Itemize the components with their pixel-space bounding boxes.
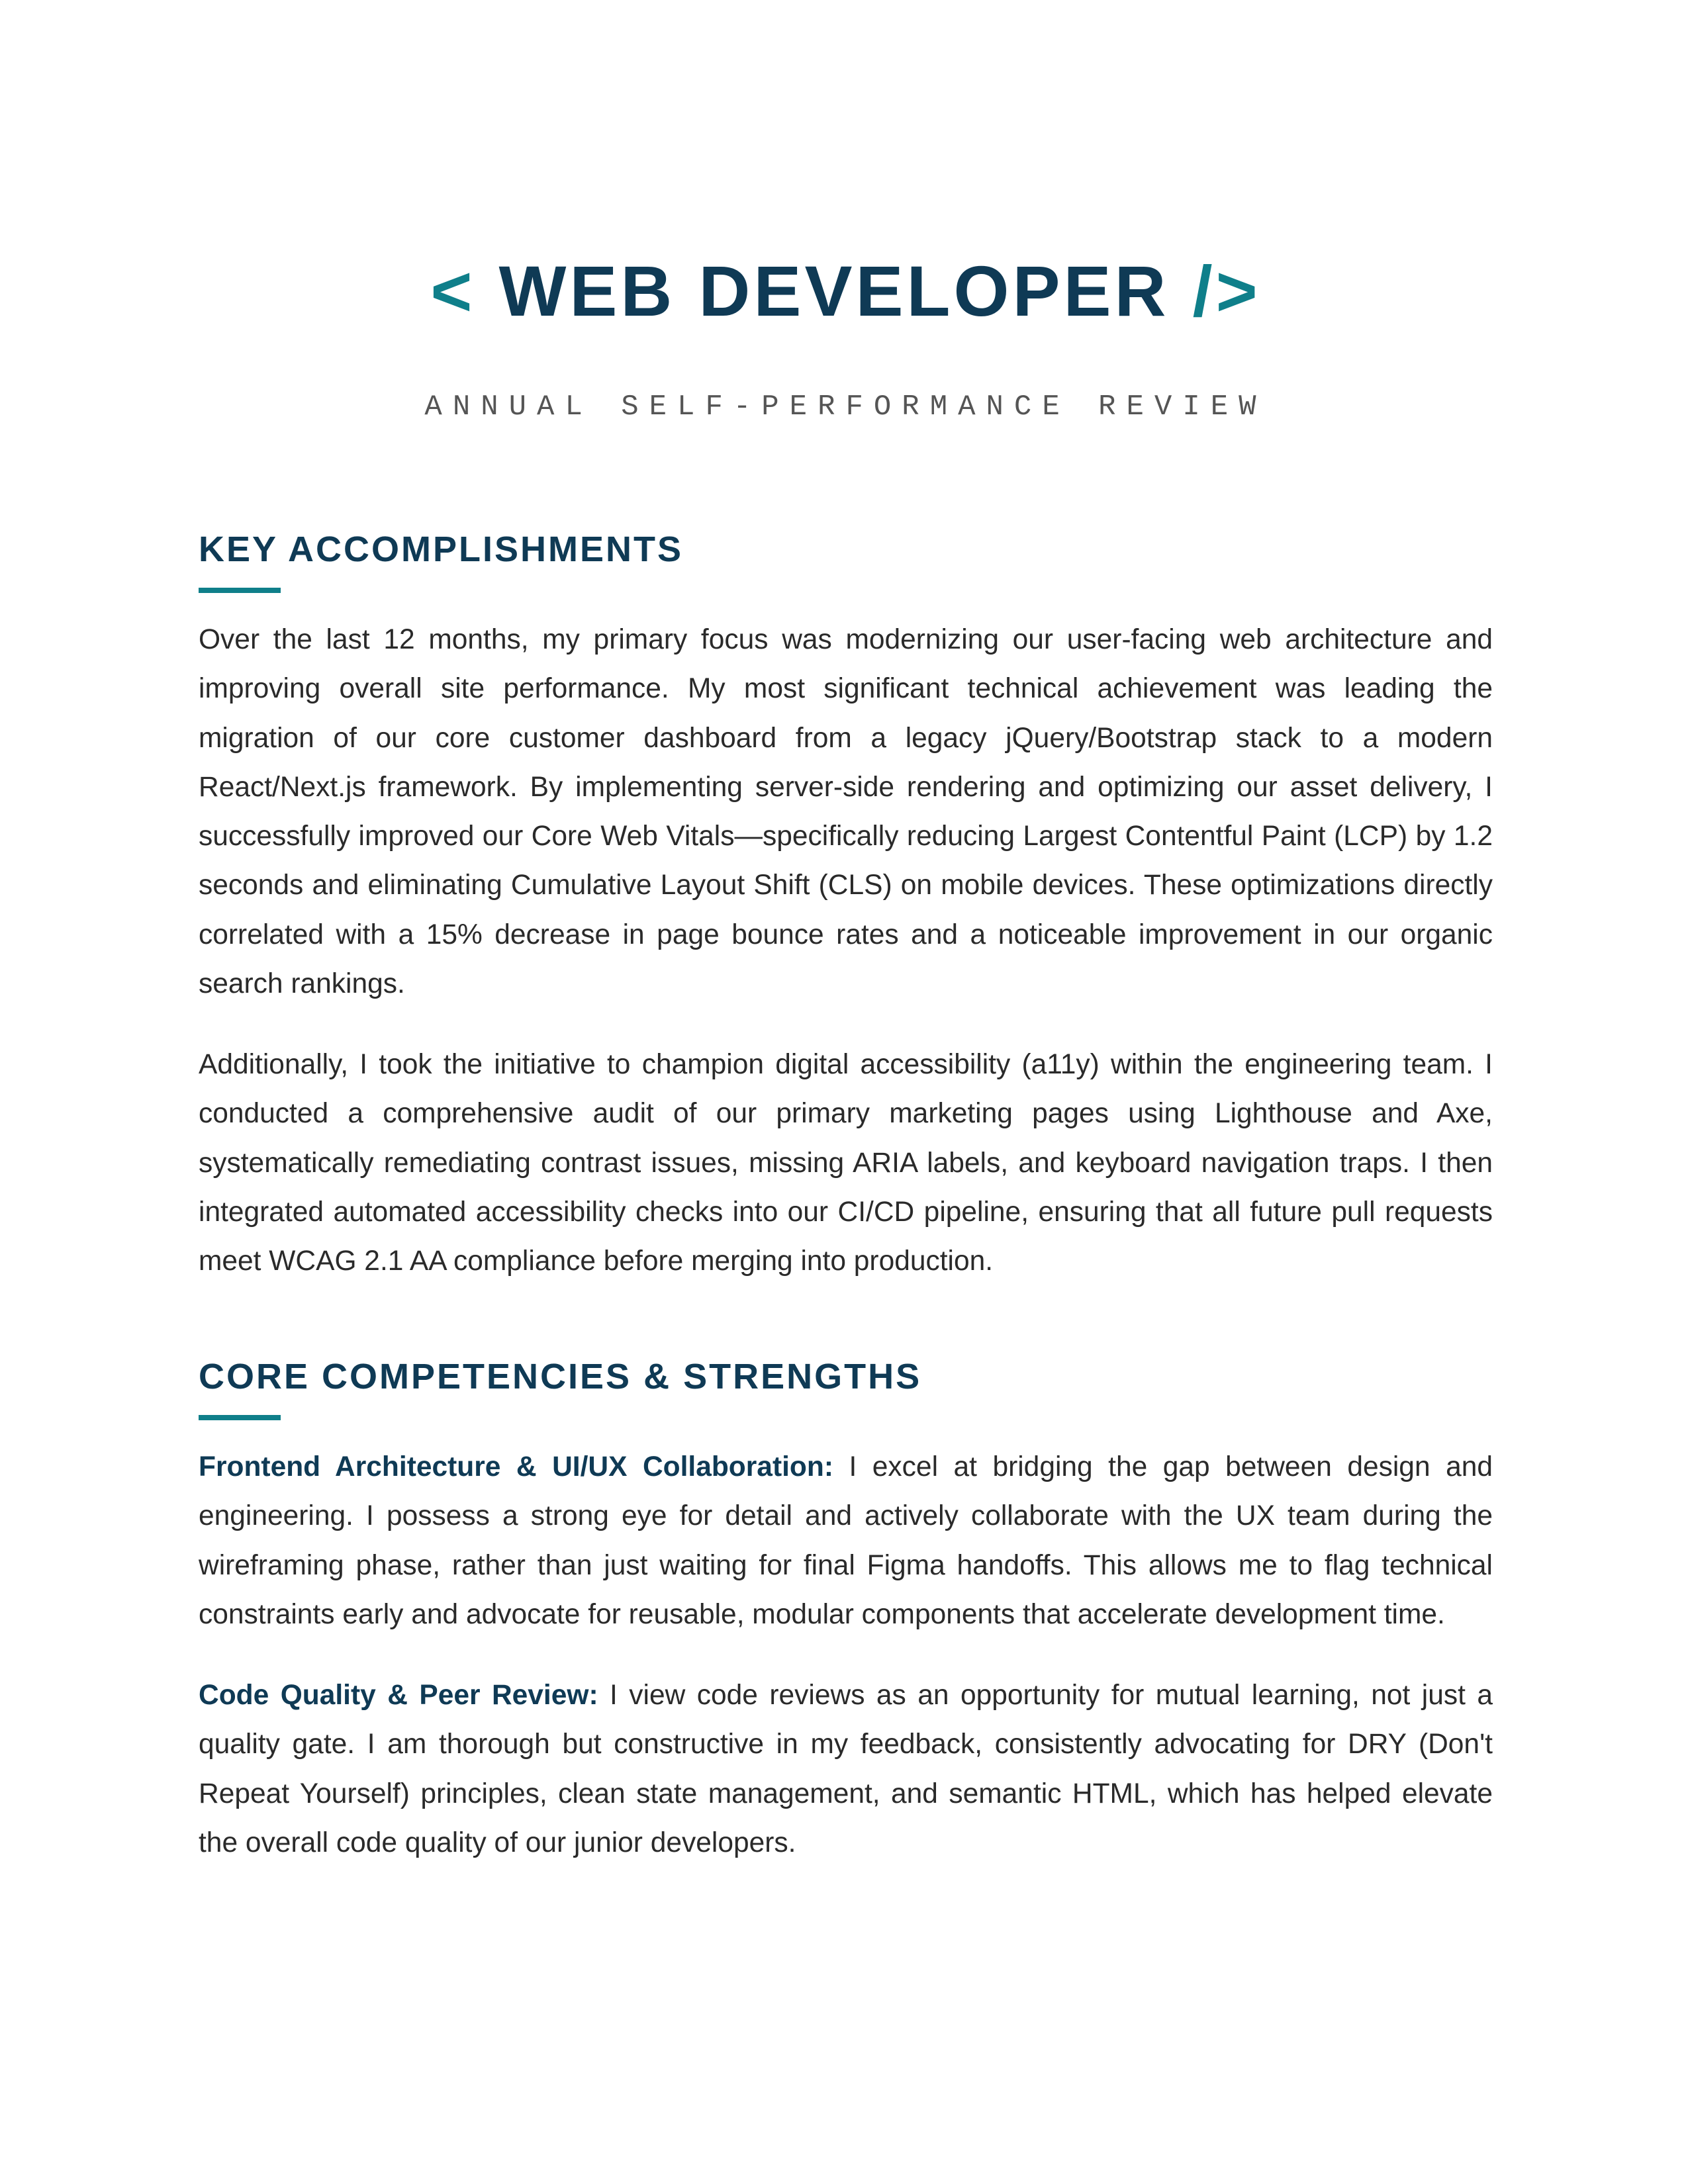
paragraph-competency-frontend (199, 1443, 1493, 1639)
page-title (199, 248, 1493, 334)
paragraph-accomplishments-2 (199, 1040, 1493, 1286)
paragraph-text: Additionally, I took the initiative to champion digital accessibility (a11y) within the engineering team. I conducted a comprehensive audit of our primary marketing pages using Lighthouse and Axe, systematically remediating contrast issues, missing ARIA labels, and keyboard navigation traps. I then integrated automated accessibility checks into our CI/CD pipeline, ensuring that all future pull requests meet WCAG 2.1 AA compliance before merging into production. (199, 1049, 1493, 1277)
title-open-bracket: < (430, 251, 476, 331)
paragraph-text: I excel at bridging the gap between design and engineering. I possess a strong eye for detail and actively collaborate with the UX team during the wireframing phase, rather than just waiting for final Figma handoffs. This allows me to flag technical constraints early and advocate for reusable, modular components that accelerate development time. (199, 1451, 1493, 1630)
paragraph-text: I view code reviews as an opportunity for mutual learning, not just a quality gate. I am thorough but constructive in my feedback, consistently advocating for DRY (Don't Repeat Yourself) principles, clean state management, and semantic HTML, which has helped elevate the overall code quality of our junior developers. (199, 1680, 1493, 1858)
paragraph-lead: Frontend Architecture & UI/UX Collaboration: (199, 1451, 833, 1482)
title-text: WEB DEVELOPER (498, 251, 1170, 331)
section-heading-core-competencies: CORE COMPETENCIES & STRENGTHS (199, 1357, 922, 1396)
paragraph-competency-code-quality (199, 1671, 1493, 1868)
section-heading-key-accomplishments: KEY ACCOMPLISHMENTS (199, 529, 684, 569)
paragraph-accomplishments-1 (199, 615, 1493, 1009)
title-close-bracket: /> (1192, 251, 1261, 331)
paragraph-lead: Code Quality & Peer Review: (199, 1680, 598, 1711)
paragraph-text: Over the last 12 months, my primary focus was modernizing our user-facing web architecture and improving overall site performance. My most significant technical achievement was leading the migration of our core customer dashboard from a legacy jQuery/Bootstrap stack to a modern React/Next.js framework. By implementing server-side rendering and optimizing our asset delivery, I successfully improved our Core Web Vitals—specifically reducing Largest Contentful Paint (LCP) by 1.2 seconds and eliminating Cumulative Layout Shift (CLS) on mobile devices. These optimizations directly correlated with a 15% decrease in page bounce rates and a noticeable improvement in our organic search rankings. (199, 624, 1493, 1000)
section-underline (199, 1415, 281, 1420)
page-subtitle: ANNUAL SELF-PERFORMANCE REVIEW (424, 390, 1267, 424)
section-underline (199, 588, 281, 593)
